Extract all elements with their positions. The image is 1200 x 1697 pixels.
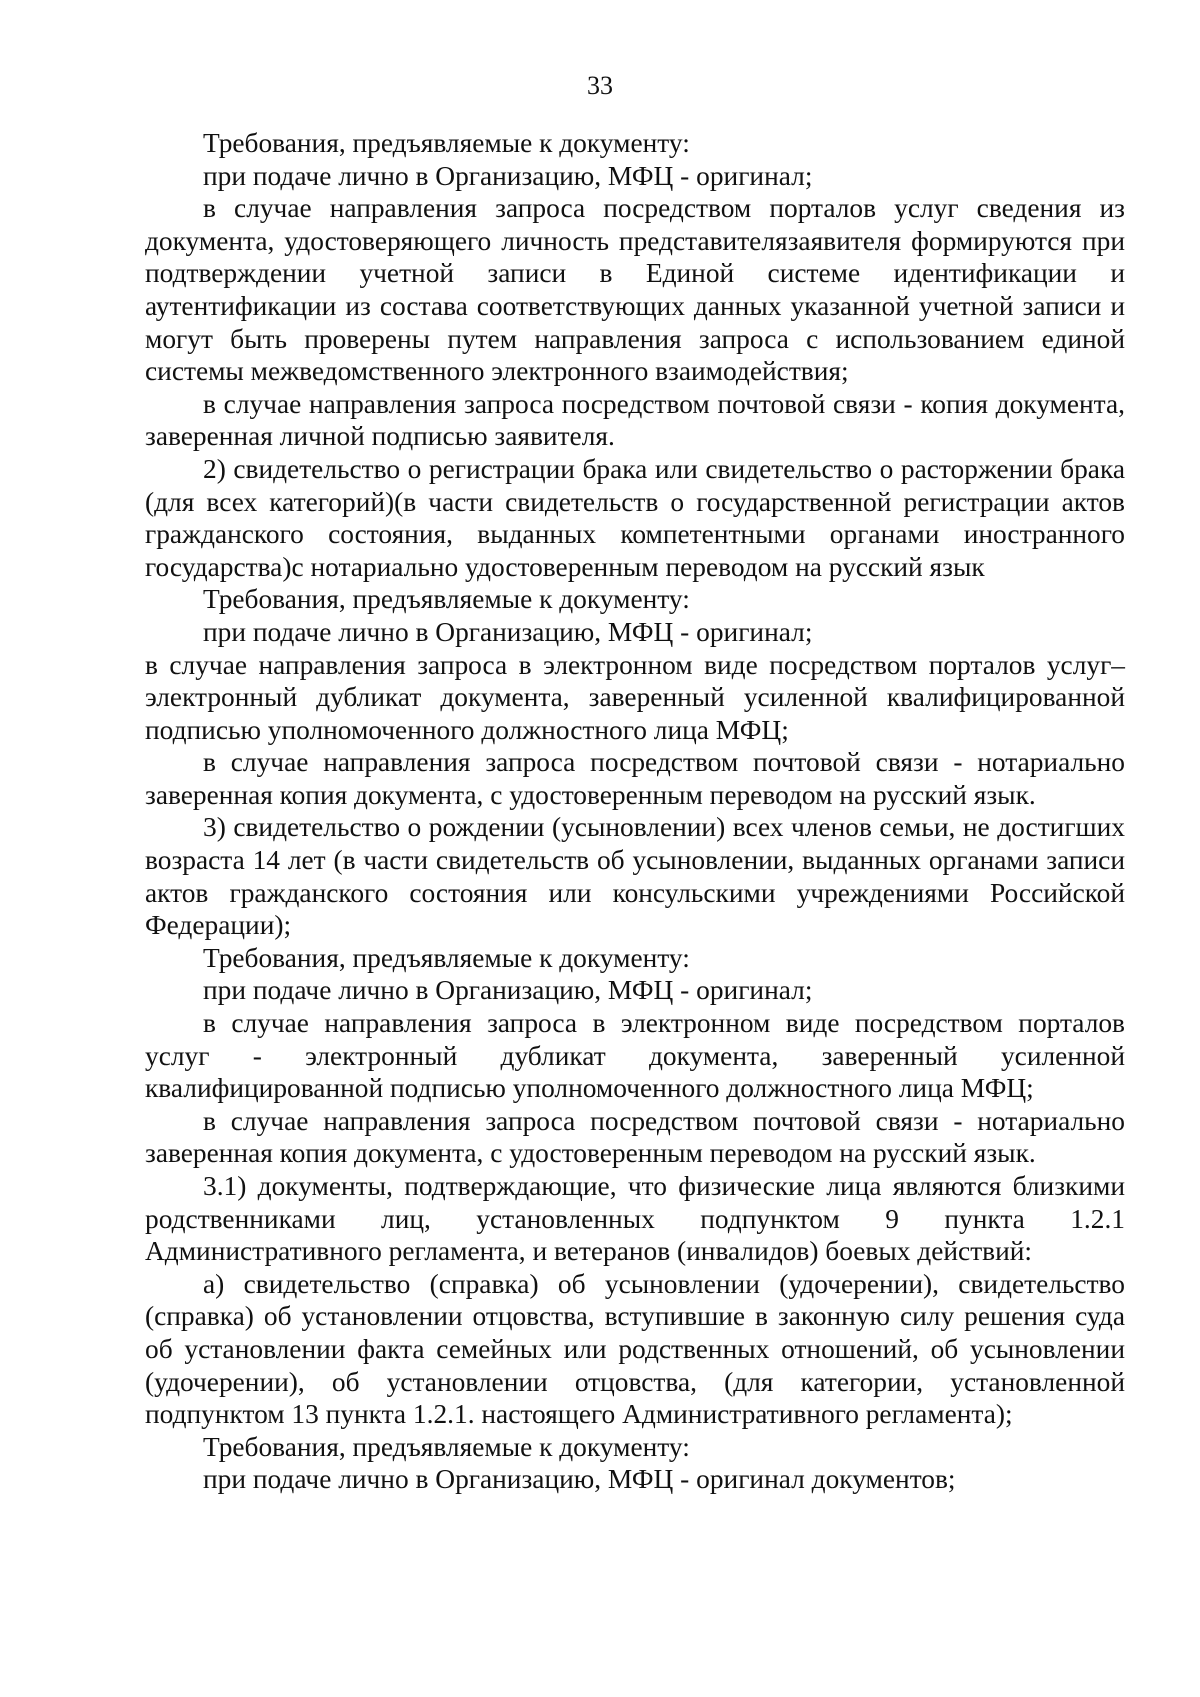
paragraph: в случае направления запроса посредством порталов услуг сведения из документа, удостоверяющего личность представителязаявителя формируются при подтверждении учетной записи в Единой системе идентификации и аутентификации из состава соответствующих данных указанной учетной записи и могут быть проверены путем направления запроса с использованием единой системы межведомственного электронного взаимодействия; bbox=[145, 193, 1125, 387]
paragraph: Требования, предъявляемые к документу: bbox=[203, 942, 690, 973]
paragraph: в случае направления запроса посредством почтовой связи - копия документа, заверенная личной подписью заявителя. bbox=[145, 388, 1125, 452]
paragraph: Требования, предъявляемые к документу: bbox=[203, 584, 690, 615]
page-number: 33 bbox=[587, 71, 613, 100]
paragraph: при подаче лично в Организацию, МФЦ - оригинал; bbox=[203, 616, 813, 647]
paragraph: при подаче лично в Организацию, МФЦ - оригинал; bbox=[203, 160, 813, 191]
paragraph: 3.1) документы, подтверждающие, что физические лица являются близкими родственниками лиц, установленных подпунктом 9 пункта 1.2.1 Административного регламента, и ветеранов (инвалидов) боевых действий: bbox=[145, 1171, 1125, 1267]
paragraph: в случае направления запроса посредством почтовой связи - нотариально заверенная копия документа, с удостоверенным переводом на русский язык. bbox=[145, 1105, 1125, 1169]
paragraph: 3) свидетельство о рождении (усыновлении) всех членов семьи, не достигших возраста 14 лет (в части свидетельств об усыновлении, выданных органами записи актов гражданского состояния или консульскими учреждениями Российской Федерации); bbox=[145, 812, 1125, 941]
paragraph: 2) свидетельство о регистрации брака или свидетельство о расторжении брака (для всех категорий)(в части свидетельств о государственной регистрации актов гражданского состояния, выданных компетентными органами иностранного государства)с нотариально удостоверенным переводом на русский язык bbox=[145, 453, 1125, 582]
paragraph: Требования, предъявляемые к документу: bbox=[203, 128, 690, 158]
paragraph: в случае направления запроса посредством почтовой связи - нотариально заверенная копия документа, с удостоверенным переводом на русский язык. bbox=[145, 747, 1125, 810]
paragraph: в случае направления запроса в электронном виде посредством порталов услуг– электронный дубликат документа, заверенный усиленной квалифицированной подписью уполномоченного должностного лица МФЦ; bbox=[145, 649, 1125, 745]
paragraph: в случае направления запроса в электронном виде посредством порталов услуг - электронный дубликат документа, заверенный усиленной квалифицированной подписью уполномоченного должностного лица МФЦ; bbox=[145, 1008, 1125, 1104]
paragraph: а) свидетельство (справка) об усыновлении (удочерении), свидетельство (справка) об установлении отцовства, вступившие в законную силу решения суда об установлении факта семейных или родственных отношений, об усыновлении (удочерении), об установлении отцовства, (для категории, установленной подпунктом 13 пункта 1.2.1. настоящего Административного регламента); bbox=[145, 1268, 1125, 1430]
document-body bbox=[145, 127, 1125, 1496]
paragraph: Требования, предъявляемые к документу: bbox=[203, 1431, 690, 1462]
paragraph: при подаче лично в Организацию, МФЦ - оригинал документов; bbox=[203, 1464, 956, 1495]
paragraph: при подаче лично в Организацию, МФЦ - оригинал; bbox=[203, 975, 813, 1006]
